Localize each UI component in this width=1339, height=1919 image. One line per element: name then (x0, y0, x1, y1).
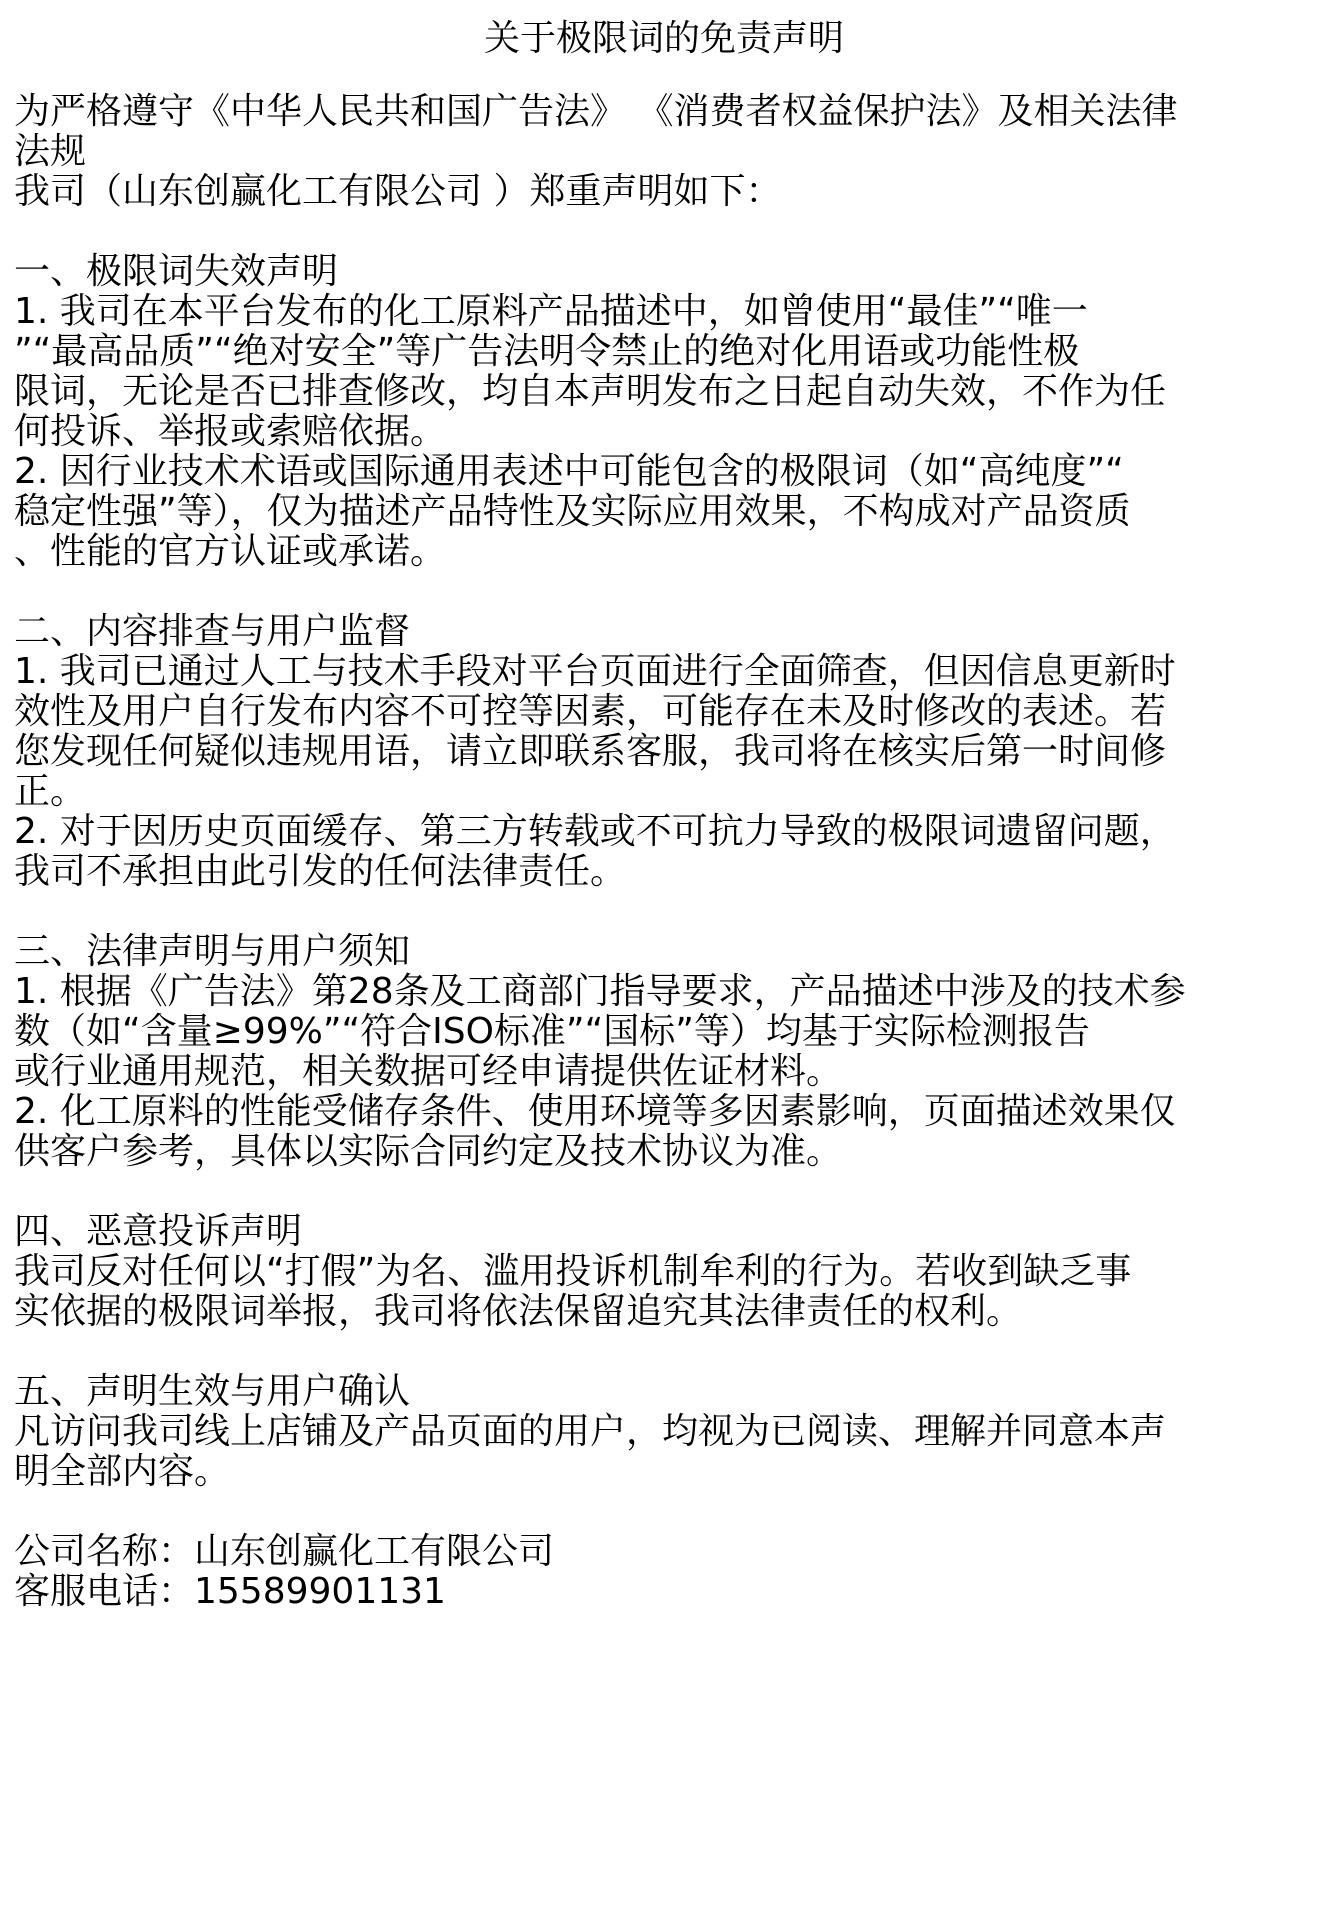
section-line: 1. 根据《广告法》第28条及工商部门指导要求，产品描述中涉及的技术参 (14, 971, 1186, 1012)
section-line: 我司不承担由此引发的任何法律责任。 (14, 851, 627, 892)
section-line: 实依据的极限词举报，我司将依法保留追究其法律责任的权利。 (14, 1291, 1023, 1332)
section-line: 1. 我司在本平台发布的化工原料产品描述中，如曾使用“最佳”“唯一 (14, 291, 1088, 332)
spacer (14, 892, 1329, 932)
footer-block (14, 1532, 1329, 1612)
spacer (14, 212, 1329, 252)
section-heading: 五、声明生效与用户确认 (14, 1371, 411, 1412)
section-line: 、性能的官方认证或承诺。 (14, 531, 447, 572)
intro-line: 为严格遵守《中华人民共和国广告法》 《消费者权益保护法》及相关法律 (14, 91, 1178, 132)
section-line: 凡访问我司线上店铺及产品页面的用户，均视为已阅读、理解并同意本声 (14, 1411, 1167, 1452)
spacer (14, 1332, 1329, 1372)
service-phone: 客服电话：15589901131 (14, 1571, 446, 1612)
section-line: 数（如“含量≥99%”“符合ISO标准”“国标”等）均基于实际检测报告 (14, 1011, 1090, 1052)
disclaimer-document (14, 12, 1329, 1612)
section-line: 明全部内容。 (14, 1451, 231, 1492)
intro-line: 我司（山东创赢化工有限公司 ）郑重声明如下： (14, 171, 782, 212)
section-line: 1. 我司已通过人工与技术手段对平台页面进行全面筛查，但因信息更新时 (14, 651, 1176, 692)
section-2 (14, 612, 1329, 892)
section-4 (14, 1212, 1329, 1332)
spacer (14, 1492, 1329, 1532)
section-3 (14, 932, 1329, 1172)
spacer (14, 572, 1329, 612)
section-line: 您发现任何疑似违规用语，请立即联系客服，我司将在核实后第一时间修 (14, 731, 1167, 772)
section-line: 效性及用户自行发布内容不可控等因素，可能存在未及时修改的表述。若 (14, 691, 1167, 732)
section-line: 2. 对于因历史页面缓存、第三方转载或不可抗力导致的极限词遗留问题， (14, 811, 1176, 852)
intro-line: 法规 (14, 131, 87, 172)
intro-block (14, 92, 1329, 212)
section-heading: 二、内容排查与用户监督 (14, 611, 411, 652)
section-line: 何投诉、举报或索赔依据。 (14, 411, 447, 452)
section-1 (14, 252, 1329, 572)
section-heading: 三、法律声明与用户须知 (14, 931, 411, 972)
section-line: 供客户参考，具体以实际合同约定及技术协议为准。 (14, 1131, 843, 1172)
section-heading: 四、恶意投诉声明 (14, 1211, 303, 1252)
spacer (14, 1172, 1329, 1212)
section-line: 或行业通用规范，相关数据可经申请提供佐证材料。 (14, 1051, 843, 1092)
section-line: 稳定性强”等），仅为描述产品特性及实际应用效果，不构成对产品资质 (14, 491, 1131, 532)
section-line: 2. 因行业技术术语或国际通用表述中可能包含的极限词（如“高纯度”“ (14, 451, 1124, 492)
section-line: ”“最高品质”“绝对安全”等广告法明令禁止的绝对化用语或功能性极 (14, 331, 1080, 372)
section-line: 正。 (14, 771, 87, 812)
company-name: 公司名称：山东创赢化工有限公司 (14, 1531, 555, 1572)
section-line: 我司反对任何以“打假”为名、滥用投诉机制牟利的行为。若收到缺乏事 (14, 1251, 1132, 1292)
section-line: 2. 化工原料的性能受储存条件、使用环境等多因素影响，页面描述效果仅 (14, 1091, 1176, 1132)
section-heading: 一、极限词失效声明 (14, 251, 339, 292)
section-line: 限词，无论是否已排查修改，均自本声明发布之日起自动失效，不作为任 (14, 371, 1167, 412)
page-title: 关于极限词的免责声明 (483, 18, 844, 59)
section-5 (14, 1372, 1329, 1492)
